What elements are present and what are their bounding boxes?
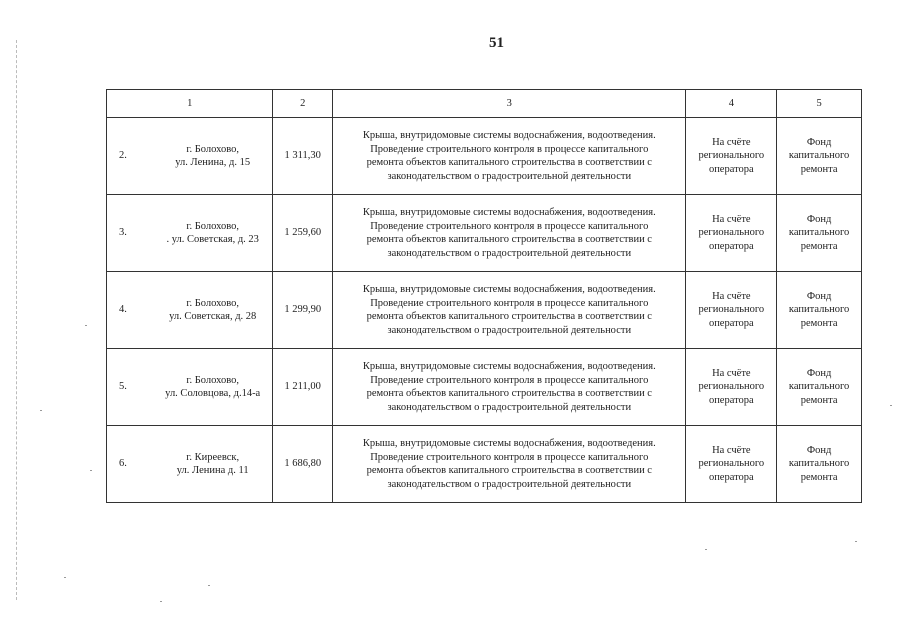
work-description-cell <box>333 426 686 503</box>
address-cell <box>107 195 273 272</box>
address-city: г. Болохово, <box>186 297 239 309</box>
fund-cell <box>777 349 862 426</box>
address-cell <box>107 118 273 195</box>
scan-speck <box>64 577 66 578</box>
address-cell <box>107 272 273 349</box>
work-description-line: ремонта объектов капитального строительства в соответствии с <box>366 388 652 399</box>
scan-speck <box>705 549 707 550</box>
work-description-line: Проведение строительного контроля в процессе капитального <box>370 451 649 463</box>
work-description-line: Проведение строительного контроля в процессе капитального <box>370 297 649 309</box>
fund-cell <box>777 272 862 349</box>
repair-table <box>106 89 862 503</box>
header-col-5: 5 <box>777 90 862 118</box>
fund-line: капитального <box>788 458 850 470</box>
address-cell <box>107 349 273 426</box>
work-description-line: ремонта объектов капитального строительства в соответствии с <box>366 234 652 245</box>
account-cell <box>686 195 777 272</box>
header-col-2: 2 <box>273 90 333 118</box>
work-description-line: законодательством о градостроительной деятельности <box>387 401 632 413</box>
table-header-row <box>107 90 862 118</box>
address-street: ул. Советская, д. 28 <box>169 311 257 322</box>
scan-speck <box>90 470 92 471</box>
area-cell: 1 211,00 <box>273 349 333 426</box>
fund-line: Фонд <box>806 367 832 379</box>
table-row <box>107 118 862 195</box>
area-cell: 1 311,30 <box>273 118 333 195</box>
account-cell <box>686 426 777 503</box>
account-line: регионального <box>698 458 765 470</box>
work-description-cell <box>333 349 686 426</box>
work-description-line: Крыша, внутридомовые системы водоснабжения, водоотведения. <box>362 130 656 141</box>
scan-margin-line <box>16 40 17 600</box>
address-street: . ул. Советская, д. 23 <box>166 234 259 245</box>
address-city: г. Болохово, <box>186 220 239 232</box>
row-number: 2. <box>119 150 127 162</box>
account-cell <box>686 118 777 195</box>
work-description-line: законодательством о градостроительной деятельности <box>387 170 632 182</box>
header-col-4: 4 <box>686 90 777 118</box>
table-row <box>107 195 862 272</box>
work-description-line: Крыша, внутридомовые системы водоснабжения, водоотведения. <box>362 438 656 449</box>
row-number: 6. <box>119 458 127 470</box>
header-col-3: 3 <box>333 90 686 118</box>
work-description-line: Проведение строительного контроля в процессе капитального <box>370 220 649 232</box>
fund-line: капитального <box>788 150 850 162</box>
table-row <box>107 349 862 426</box>
work-description-line: Крыша, внутридомовые системы водоснабжения, водоотведения. <box>362 361 656 372</box>
fund-line: капитального <box>788 381 850 393</box>
account-cell <box>686 272 777 349</box>
work-description-cell <box>333 272 686 349</box>
account-line: На счёте <box>712 367 751 379</box>
address-city: г. Болохово, <box>186 374 239 386</box>
fund-line: ремонта <box>800 394 838 406</box>
work-description-line: Крыша, внутридомовые системы водоснабжения, водоотведения. <box>362 284 656 295</box>
fund-line: ремонта <box>800 471 838 483</box>
work-description-line: законодательством о градостроительной деятельности <box>387 478 632 490</box>
work-description-line: ремонта объектов капитального строительства в соответствии с <box>366 465 652 476</box>
table-row <box>107 426 862 503</box>
area-cell: 1 299,90 <box>273 272 333 349</box>
account-line: оператора <box>708 240 754 252</box>
account-line: регионального <box>698 150 765 162</box>
address-street: ул. Ленина д. 11 <box>176 465 249 476</box>
work-description-line: законодательством о градостроительной деятельности <box>387 324 632 336</box>
account-line: На счёте <box>712 213 751 225</box>
work-description-cell <box>333 118 686 195</box>
scan-speck <box>160 601 162 602</box>
account-line: На счёте <box>712 136 751 148</box>
address-street: ул. Соловцова, д.14-а <box>165 388 261 399</box>
work-description-line: ремонта объектов капитального строительства в соответствии с <box>366 311 652 322</box>
fund-line: Фонд <box>806 213 832 225</box>
fund-line: ремонта <box>800 240 838 252</box>
scan-speck <box>890 405 892 406</box>
work-description-cell <box>333 195 686 272</box>
fund-cell <box>777 195 862 272</box>
work-description-line: Проведение строительного контроля в процессе капитального <box>370 374 649 386</box>
address-cell <box>107 426 273 503</box>
row-number: 4. <box>119 304 127 316</box>
page-number: 51 <box>489 35 504 51</box>
fund-line: Фонд <box>806 136 832 148</box>
address-street: ул. Ленина, д. 15 <box>175 157 251 168</box>
work-description-line: Проведение строительного контроля в процессе капитального <box>370 143 649 155</box>
fund-cell <box>777 426 862 503</box>
account-line: оператора <box>708 317 754 329</box>
area-cell: 1 259,60 <box>273 195 333 272</box>
work-description-line: Крыша, внутридомовые системы водоснабжения, водоотведения. <box>362 207 656 218</box>
fund-line: Фонд <box>806 290 832 302</box>
fund-line: капитального <box>788 227 850 239</box>
scan-speck <box>85 325 87 326</box>
account-line: регионального <box>698 381 765 393</box>
account-line: оператора <box>708 471 754 483</box>
fund-line: ремонта <box>800 317 838 329</box>
header-col-1: 1 <box>107 90 273 118</box>
account-line: На счёте <box>712 444 751 456</box>
area-cell: 1 686,80 <box>273 426 333 503</box>
fund-cell <box>777 118 862 195</box>
fund-line: ремонта <box>800 163 838 175</box>
scan-speck <box>40 410 42 411</box>
address-city: г. Болохово, <box>186 143 239 155</box>
fund-line: Фонд <box>806 444 832 456</box>
account-line: оператора <box>708 394 754 406</box>
work-description-line: ремонта объектов капитального строительства в соответствии с <box>366 157 652 168</box>
scan-speck <box>208 585 210 586</box>
row-number: 3. <box>119 227 127 239</box>
account-line: На счёте <box>712 290 751 302</box>
account-line: регионального <box>698 227 765 239</box>
scan-speck <box>855 541 857 542</box>
table-row <box>107 272 862 349</box>
account-line: регионального <box>698 304 765 316</box>
row-number: 5. <box>119 381 127 393</box>
address-city: г. Киреевск, <box>186 451 240 463</box>
account-cell <box>686 349 777 426</box>
work-description-line: законодательством о градостроительной деятельности <box>387 247 632 259</box>
account-line: оператора <box>708 163 754 175</box>
fund-line: капитального <box>788 304 850 316</box>
